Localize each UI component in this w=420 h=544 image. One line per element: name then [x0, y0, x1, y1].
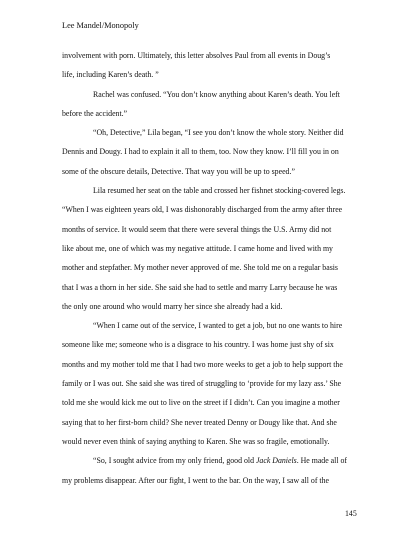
text-line: Dennis and Dougy. I had to explain it all to them, too. Now they know. I’ll fill you in on: [62, 147, 339, 157]
italic-title: Jack Daniels: [255, 456, 297, 466]
paragraph-first-line: [62, 451, 372, 470]
paragraph-first-line: “Oh, Detective,” Lila began, “I see you don’t know the whole story. Neither did: [93, 128, 344, 138]
running-header: Lee Mandel/Monopoly: [62, 21, 139, 30]
text-line: months of service. It would seem that there were several things the U.S. Army did not: [62, 224, 332, 234]
text-line: before the accident.”: [62, 108, 128, 118]
text-line: that I was a thorn in her side. She said she had to settle and marry Larry because he was: [62, 282, 338, 292]
page-number: 145: [345, 509, 357, 518]
text-line: mother and stepfather. My mother never approved of me. She told me on a regular basis: [62, 263, 338, 273]
text-run: “So, I sought advice from my only friend, good old: [93, 456, 256, 466]
text-run: . He made all of: [296, 456, 347, 466]
text-line: “When I was eighteen years old, I was dishonorably discharged from the army after three: [62, 205, 343, 215]
text-line: life, including Karen’s death. ”: [62, 70, 159, 80]
text-line: told me she would kick me out to live on the street if I didn’t. Can you imagine a mother: [62, 398, 340, 408]
text-line: family or I was out. She said she was tired of struggling to ‘provide for my lazy ass.’ She: [62, 379, 342, 389]
text-line: my problems disappear. After our fight, I went to the bar. On the way, I saw all of the: [62, 475, 329, 485]
text-line: saying that to her first-born child? She never treated Denny or Dougy like that. And she: [62, 417, 337, 427]
text-line: months and my mother told me that I had two more weeks to get a job to help support the: [62, 359, 343, 369]
text-line: would never even think of saying anything to Karen. She was so fragile, emotionally.: [62, 436, 330, 446]
text-line: involvement with porn. Ultimately, this letter absolves Paul from all events in Doug’s: [62, 51, 331, 60]
text-line: like about me, one of which was my negative attitude. I came home and lived with my: [62, 243, 333, 253]
paragraph-first-line: Lila resumed her seat on the table and crossed her fishnet stocking-covered legs.: [93, 186, 346, 196]
paragraph-first-line: Rachel was confused. “You don’t know anything about Karen’s death. You left: [93, 89, 340, 99]
body-text: [62, 46, 372, 490]
paragraph-first-line: “When I came out of the service, I wanted to get a job, but no one wants to hire: [93, 321, 343, 331]
text-line: someone like me; someone who is a disgrace to his country. I was home just shy of six: [62, 340, 334, 350]
text-line: the only one around who would marry her since she already had a kid.: [62, 301, 283, 311]
text-line: some of the obscure details, Detective. That way you will be up to speed.”: [62, 166, 295, 176]
